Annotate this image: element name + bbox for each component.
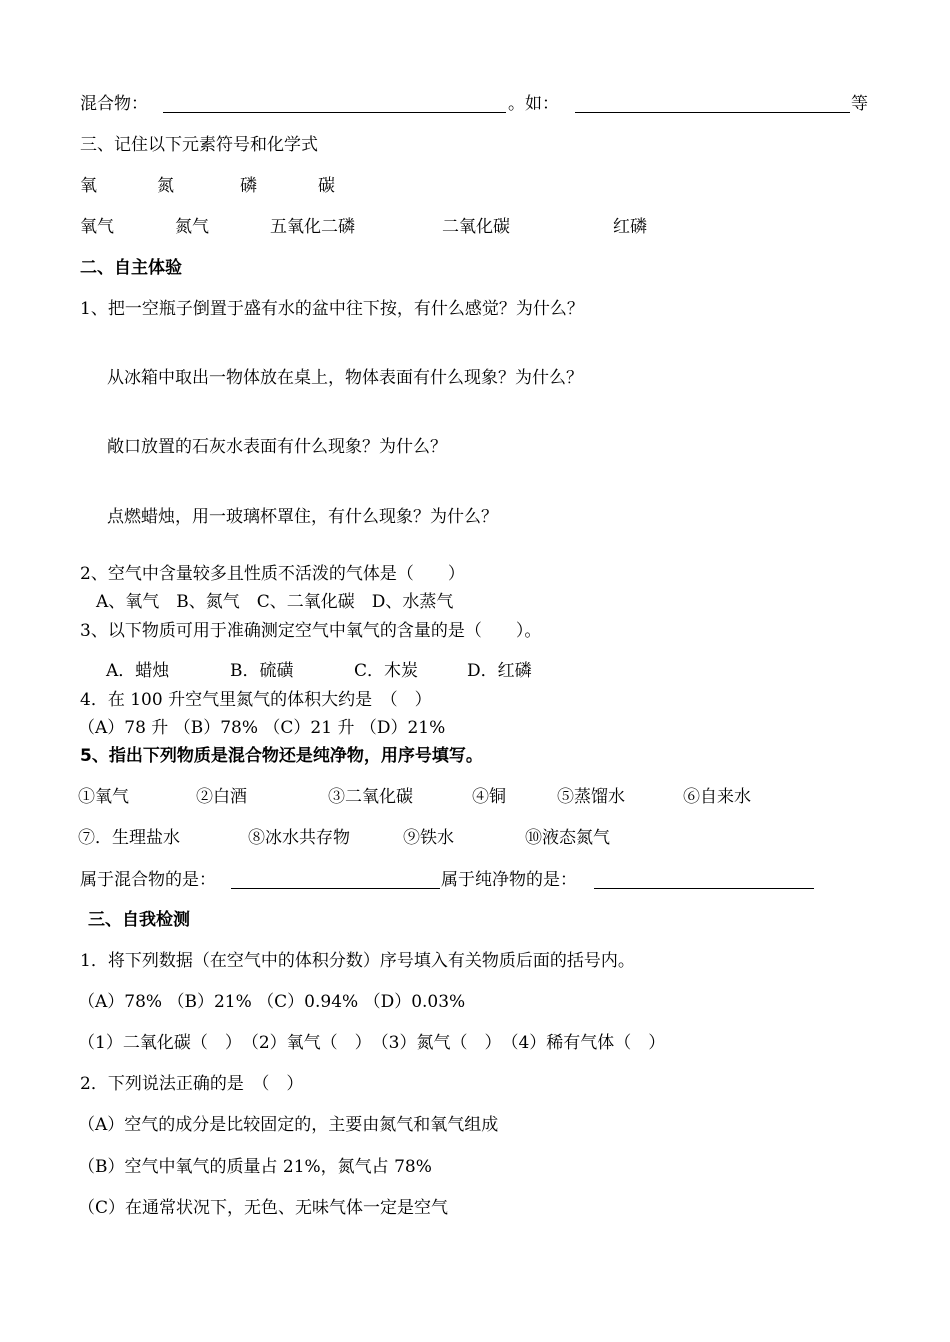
t1-options: （A）78% （B）21% （C）0.94% （D）0.03% bbox=[78, 992, 466, 1012]
formula-co2: 二氧化碳 bbox=[442, 217, 510, 237]
q2-options: A、氧气 B、氮气 C、二氧化碳 D、水蒸气 bbox=[96, 592, 454, 612]
q5-item-4: ④铜 bbox=[472, 787, 506, 807]
q5-mixture-blank[interactable] bbox=[231, 888, 440, 889]
mixture-example-blank[interactable] bbox=[575, 112, 850, 113]
q5-pure-blank[interactable] bbox=[594, 888, 814, 889]
element-carbon: 碳 bbox=[318, 176, 335, 196]
mixture-example-label: 。如： bbox=[508, 94, 559, 114]
q1-d: 点燃蜡烛，用一玻璃杯罩住，有什么现象？为什么？ bbox=[107, 507, 498, 527]
t2-stem: 2．下列说法正确的是 （ ） bbox=[80, 1074, 304, 1094]
q5-item-1: ①氧气 bbox=[78, 787, 129, 807]
q3-option-d: D．红磷 bbox=[467, 661, 532, 681]
formula-nitrogen: 氮气 bbox=[175, 217, 209, 237]
formula-p2o5: 五氧化二磷 bbox=[270, 217, 355, 237]
section-three-intro: 三、记住以下元素符号和化学式 bbox=[80, 135, 318, 155]
mixture-blank[interactable] bbox=[163, 112, 506, 113]
mixture-label: 混合物： bbox=[80, 94, 148, 114]
formula-oxygen: 氧气 bbox=[80, 217, 114, 237]
q5-item-9: ⑨铁水 bbox=[403, 828, 454, 848]
element-nitrogen: 氮 bbox=[157, 176, 174, 196]
q5-mixture-label: 属于混合物的是： bbox=[80, 870, 216, 890]
q3-option-c: C．木炭 bbox=[354, 661, 419, 681]
q5-item-6: ⑥自来水 bbox=[683, 787, 751, 807]
q4-stem: 4．在 100 升空气里氮气的体积大约是 （ ） bbox=[80, 690, 432, 710]
t2-option-b: （B）空气中氧气的质量占 21%，氮气占 78% bbox=[78, 1157, 432, 1177]
q3-stem: 3、以下物质可用于准确测定空气中氧气的含量的是（ ）。 bbox=[80, 621, 542, 641]
q5-item-10: ⑩液态氮气 bbox=[525, 828, 610, 848]
section-two-title: 二、自主体验 bbox=[80, 258, 182, 278]
q1-c: 敞口放置的石灰水表面有什么现象？为什么？ bbox=[107, 437, 447, 457]
q3-option-b: B．硫磺 bbox=[230, 661, 294, 681]
q5-item-3: ③二氧化碳 bbox=[328, 787, 413, 807]
q4-options: （A）78 升 （B）78% （C）21 升 （D）21% bbox=[78, 718, 446, 738]
q3-option-a: A．蜡烛 bbox=[106, 661, 170, 681]
t2-option-a: （A）空气的成分是比较固定的，主要由氮气和氧气组成 bbox=[78, 1115, 499, 1135]
q5-stem: 5、指出下列物质是混合物还是纯净物，用序号填写。 bbox=[80, 746, 483, 766]
mixture-end: 等 bbox=[851, 94, 868, 114]
t1-items: （1）二氧化碳（ ） （2）氧气（ ） （3）氮气（ ） （4）稀有气体（ ） bbox=[78, 1033, 666, 1053]
q5-item-8: ⑧冰水共存物 bbox=[248, 828, 350, 848]
q5-item-5: ⑤蒸馏水 bbox=[557, 787, 625, 807]
t1-stem: 1．将下列数据（在空气中的体积分数）序号填入有关物质后面的括号内。 bbox=[80, 951, 635, 971]
q5-item-2: ②白酒 bbox=[196, 787, 247, 807]
q5-item-7: ⑦．生理盐水 bbox=[78, 828, 180, 848]
t2-option-c: （C）在通常状况下，无色、无味气体一定是空气 bbox=[78, 1198, 449, 1218]
q5-pure-label: 属于纯净物的是： bbox=[441, 870, 577, 890]
q1-a: 1、把一空瓶子倒置于盛有水的盆中往下按，有什么感觉？为什么？ bbox=[80, 299, 584, 319]
section-three-title: 三、自我检测 bbox=[88, 910, 190, 930]
formula-red-phosphorus: 红磷 bbox=[613, 217, 647, 237]
q2-stem: 2、空气中含量较多且性质不活泼的气体是（ ） bbox=[80, 564, 465, 584]
element-oxygen: 氧 bbox=[80, 176, 97, 196]
element-phosphorus: 磷 bbox=[240, 176, 257, 196]
q1-b: 从冰箱中取出一物体放在桌上，物体表面有什么现象？为什么？ bbox=[107, 368, 583, 388]
